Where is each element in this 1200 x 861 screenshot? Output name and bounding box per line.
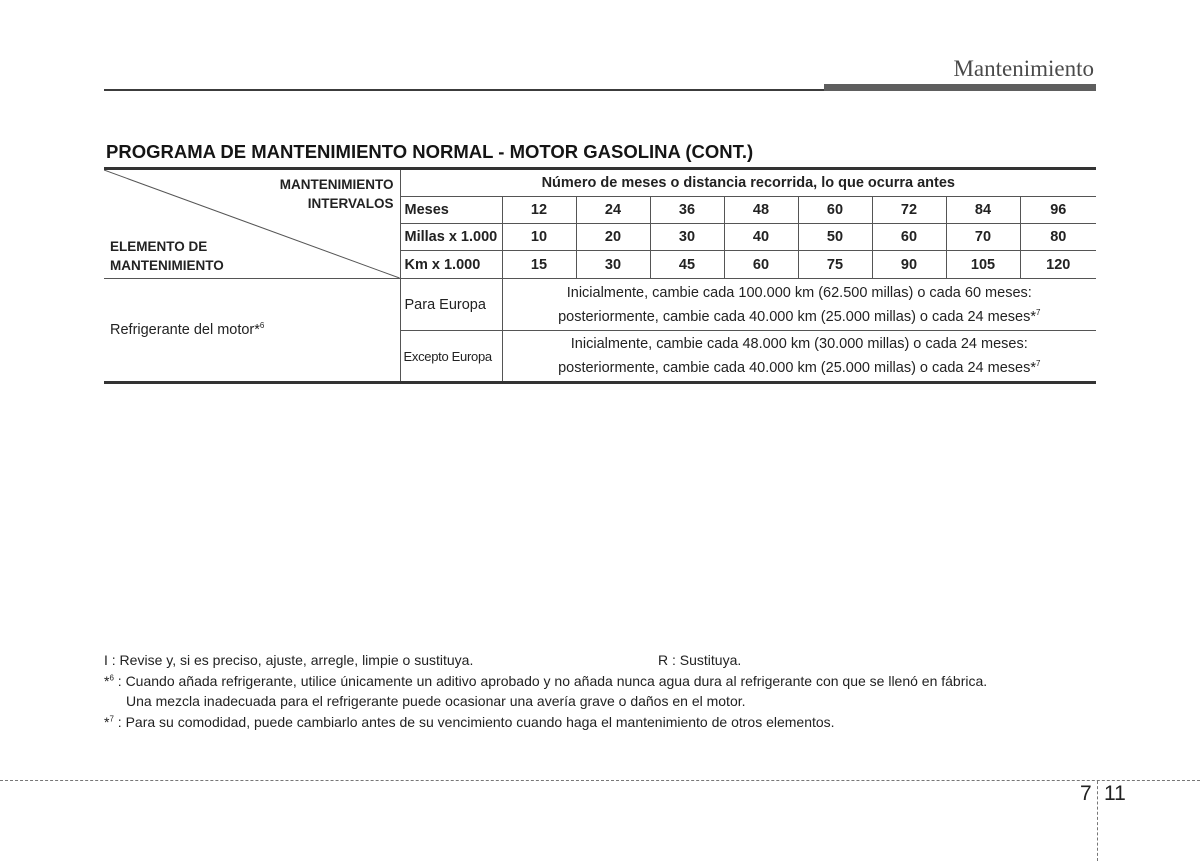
header-rule — [104, 89, 824, 91]
table-row — [104, 279, 1096, 331]
interval-header: Número de meses o distancia recorrida, lo que ocurra antes — [400, 169, 1096, 197]
coolant-note-line-1: Inicialmente, cambie cada 48.000 km (30.000 millas) o cada 24 meses: — [570, 336, 1028, 352]
footnote-6-continued: Una mezcla inadecuada para el refrigerante puede ocasionar una avería grave o daños en el motor. — [126, 693, 746, 709]
interval-value: 30 — [650, 224, 724, 251]
interval-value: 40 — [724, 224, 798, 251]
coolant-note — [502, 331, 1096, 383]
interval-value: 84 — [946, 197, 1020, 224]
interval-value: 75 — [798, 251, 872, 279]
interval-value: 90 — [872, 251, 946, 279]
interval-value: 120 — [1020, 251, 1096, 279]
interval-unit-label: Km x 1.000 — [400, 251, 502, 279]
footnote-7-mark: * — [104, 714, 110, 730]
interval-value: 36 — [650, 197, 724, 224]
corner-top-label-2: INTERVALOS — [307, 196, 394, 211]
interval-value: 12 — [502, 197, 576, 224]
footnote-7-text: : Para su comodidad, puede cambiarlo antes de su vencimiento cuando haga el mantenimiento de otros elementos. — [113, 714, 835, 730]
chapter-number: 7 — [1080, 782, 1092, 805]
table-corner-header — [104, 169, 400, 279]
interval-value: 10 — [502, 224, 576, 251]
interval-value: 48 — [724, 197, 798, 224]
page-number: 11 — [1104, 782, 1126, 805]
footnote-i-key: I : Revise y, si es preciso, ajuste, arregle, limpie o sustituya. — [104, 652, 474, 668]
coolant-label-text: Refrigerante del motor* — [110, 322, 260, 338]
interval-unit-label: Meses — [400, 197, 502, 224]
footnote-6-mark: * — [104, 673, 110, 689]
interval-value: 105 — [946, 251, 1020, 279]
page-number-divider — [1097, 781, 1098, 861]
footnote-6 — [104, 673, 987, 689]
interval-value: 20 — [576, 224, 650, 251]
interval-value: 72 — [872, 197, 946, 224]
interval-value: 24 — [576, 197, 650, 224]
interval-value: 45 — [650, 251, 724, 279]
interval-unit-label: Millas x 1.000 — [400, 224, 502, 251]
coolant-note — [502, 279, 1096, 331]
interval-value: 60 — [798, 197, 872, 224]
coolant-note-sup: 7 — [1036, 359, 1041, 369]
footnote-6-sup: 6 — [109, 673, 114, 683]
footnote-r-key: R : Sustituya. — [658, 652, 742, 668]
header-rule-accent — [824, 84, 1096, 91]
footnote-7-sup: 7 — [109, 714, 114, 724]
coolant-note-line-2 — [503, 356, 1097, 380]
corner-top-label-1: MANTENIMIENTO — [279, 177, 394, 192]
footnote-6-text: : Cuando añada refrigerante, utilice únicamente un aditivo aprobado y no añada nunca agua dura al refrigerante con que se llenó en fábrica. — [113, 673, 988, 689]
interval-value: 50 — [798, 224, 872, 251]
coolant-note-line-2 — [503, 305, 1097, 329]
interval-value: 60 — [724, 251, 798, 279]
interval-value: 96 — [1020, 197, 1096, 224]
interval-value: 70 — [946, 224, 1020, 251]
interval-value: 80 — [1020, 224, 1096, 251]
section-title: Mantenimiento — [953, 56, 1094, 81]
maintenance-schedule-table — [104, 167, 1096, 384]
table-title: PROGRAMA DE MANTENIMIENTO NORMAL - MOTOR GASOLINA (CONT.) — [106, 141, 754, 162]
footnote-7 — [104, 714, 835, 730]
corner-bottom-label-2: MANTENIMIENTO — [110, 258, 224, 273]
subitem-label: Excepto Europa — [400, 331, 502, 383]
interval-value: 30 — [576, 251, 650, 279]
coolant-label-sup: 6 — [259, 321, 265, 331]
coolant-note-sup: 7 — [1036, 307, 1041, 317]
item-label — [104, 279, 400, 383]
corner-bottom-label-1: ELEMENTO DE — [110, 239, 208, 254]
page-footer-divider — [0, 780, 1200, 781]
coolant-note-text: posteriormente, cambie cada 40.000 km (25.000 millas) o cada 24 meses* — [558, 360, 1037, 376]
interval-value: 60 — [872, 224, 946, 251]
interval-value: 15 — [502, 251, 576, 279]
coolant-note-text: posteriormente, cambie cada 40.000 km (25.000 millas) o cada 24 meses* — [558, 308, 1037, 325]
subitem-label: Para Europa — [400, 279, 502, 331]
coolant-note-line-1: Inicialmente, cambie cada 100.000 km (62.500 millas) o cada 60 meses: — [566, 284, 1032, 301]
